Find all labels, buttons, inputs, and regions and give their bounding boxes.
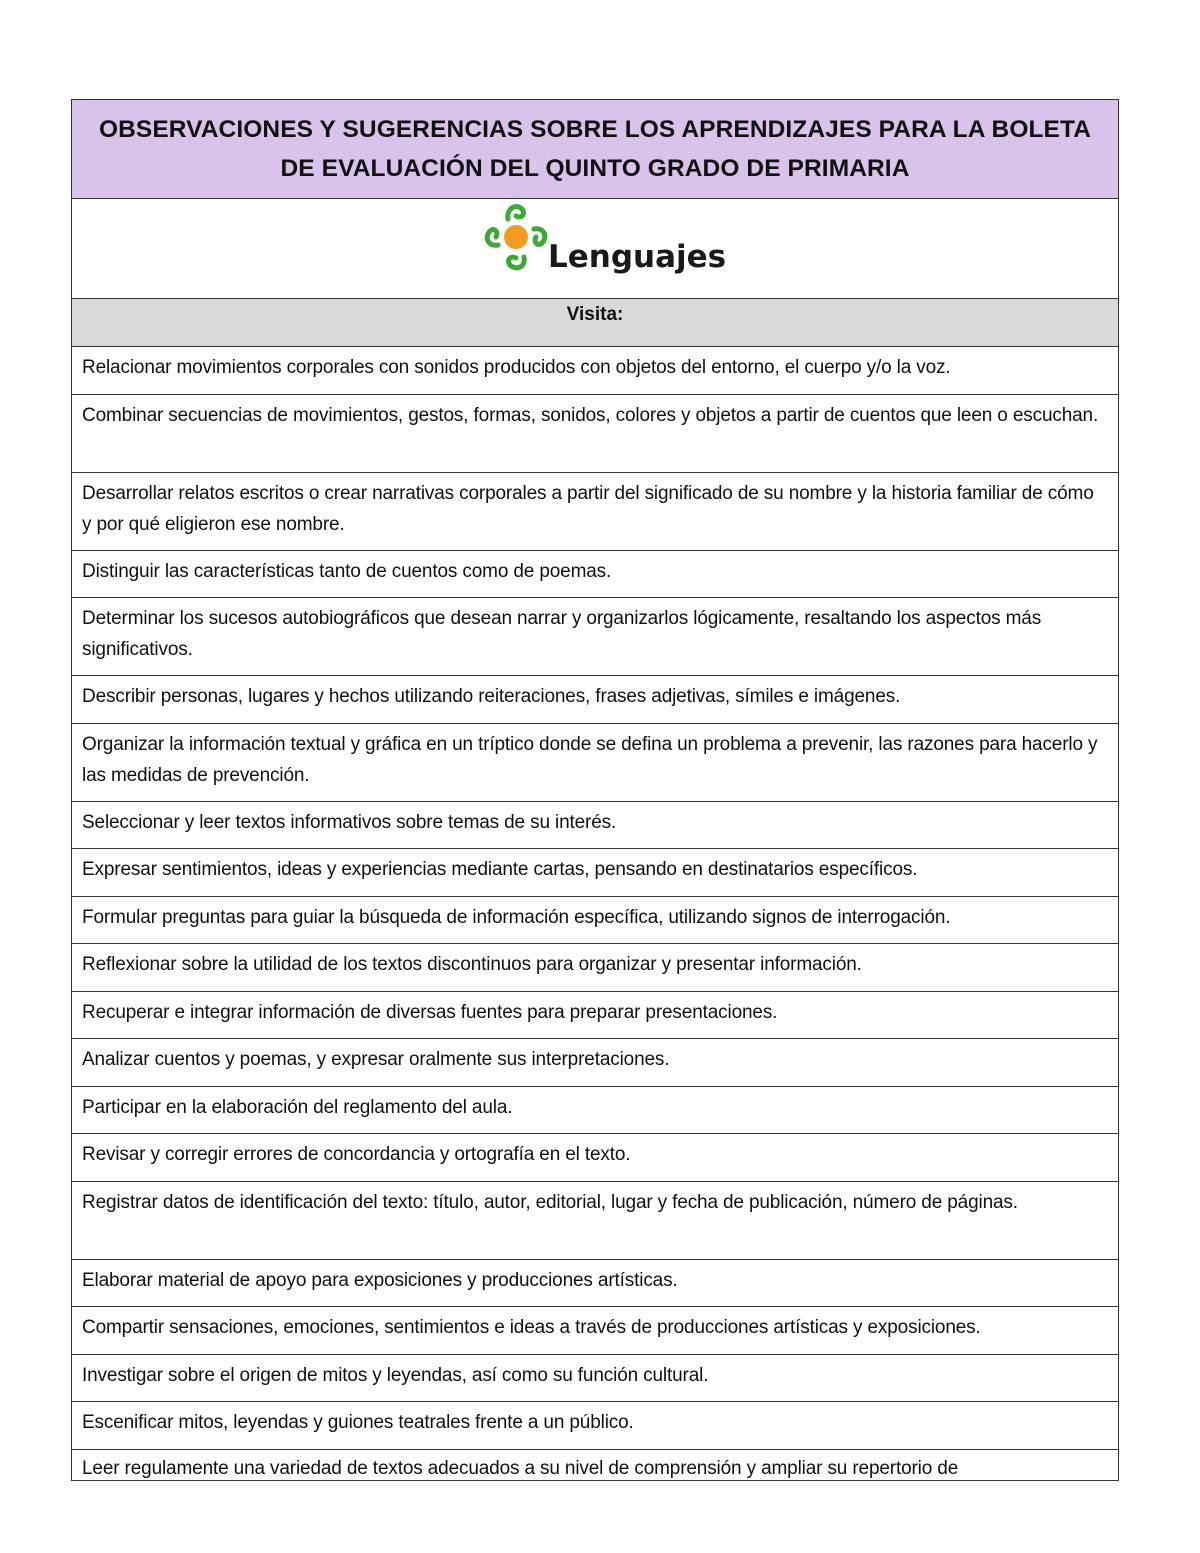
visit-header: Visita:: [72, 299, 1118, 347]
item-row: Describir personas, lugares y hechos utilizando reiteraciones, frases adjetivas, símiles e imágenes.: [72, 676, 1118, 724]
subject-cell: [72, 199, 1118, 299]
item-row: Combinar secuencias de movimientos, gestos, formas, sonidos, colores y objetos a partir de cuentos que leen o escuchan.: [72, 395, 1118, 473]
lenguajes-flower-icon: [478, 199, 554, 275]
observations-table: [71, 99, 1119, 1481]
subject-title: Lenguajes: [548, 239, 727, 275]
item-row: Organizar la información textual y gráfica en un tríptico donde se defina un problema a prevenir, las razones para hacerlo y las medidas de prevención.: [72, 724, 1118, 802]
item-row: Determinar los sucesos autobiográficos que desean narrar y organizarlos lógicamente, resaltando los aspectos más significativos.: [72, 598, 1118, 676]
item-row: Distinguir las características tanto de cuentos como de poemas.: [72, 551, 1118, 599]
item-row: Reflexionar sobre la utilidad de los textos discontinuos para organizar y presentar información.: [72, 944, 1118, 992]
title-cell: [72, 100, 1118, 199]
item-row: Elaborar material de apoyo para exposiciones y producciones artísticas.: [72, 1260, 1118, 1308]
item-row: Participar en la elaboración del reglamento del aula.: [72, 1087, 1118, 1135]
item-row: Expresar sentimientos, ideas y experiencias mediante cartas, pensando en destinatarios específicos.: [72, 849, 1118, 897]
subject-logo: [478, 199, 726, 299]
item-row: Compartir sensaciones, emociones, sentimientos e ideas a través de producciones artísticas y exposiciones.: [72, 1307, 1118, 1355]
item-row: Desarrollar relatos escritos o crear narrativas corporales a partir del significado de su nombre y la historia familiar de cómo y por qué eligieron ese nombre.: [72, 473, 1118, 551]
document-title: OBSERVACIONES Y SUGERENCIAS SOBRE LOS APRENDIZAJES PARA LA BOLETA DE EVALUACIÓN DEL QUINTO GRADO DE PRIMARIA: [98, 116, 1092, 182]
item-row: Registrar datos de identificación del texto: título, autor, editorial, lugar y fecha de publicación, número de páginas.: [72, 1182, 1118, 1260]
item-row: Seleccionar y leer textos informativos sobre temas de su interés.: [72, 802, 1118, 850]
item-row: Analizar cuentos y poemas, y expresar oralmente sus interpretaciones.: [72, 1039, 1118, 1087]
item-row: Formular preguntas para guiar la búsqueda de información específica, utilizando signos de interrogación.: [72, 897, 1118, 945]
item-row: Relacionar movimientos corporales con sonidos producidos con objetos del entorno, el cuerpo y/o la voz.: [72, 347, 1118, 395]
item-row: Investigar sobre el origen de mitos y leyendas, así como su función cultural.: [72, 1355, 1118, 1403]
item-row: Recuperar e integrar información de diversas fuentes para preparar presentaciones.: [72, 992, 1118, 1040]
item-row: Leer regulamente una variedad de textos adecuados a su nivel de comprensión y ampliar su repertorio de: [82, 1457, 959, 1479]
item-row: Escenificar mitos, leyendas y guiones teatrales frente a un público.: [72, 1402, 1118, 1450]
item-row: Revisar y corregir errores de concordancia y ortografía en el texto.: [72, 1134, 1118, 1182]
